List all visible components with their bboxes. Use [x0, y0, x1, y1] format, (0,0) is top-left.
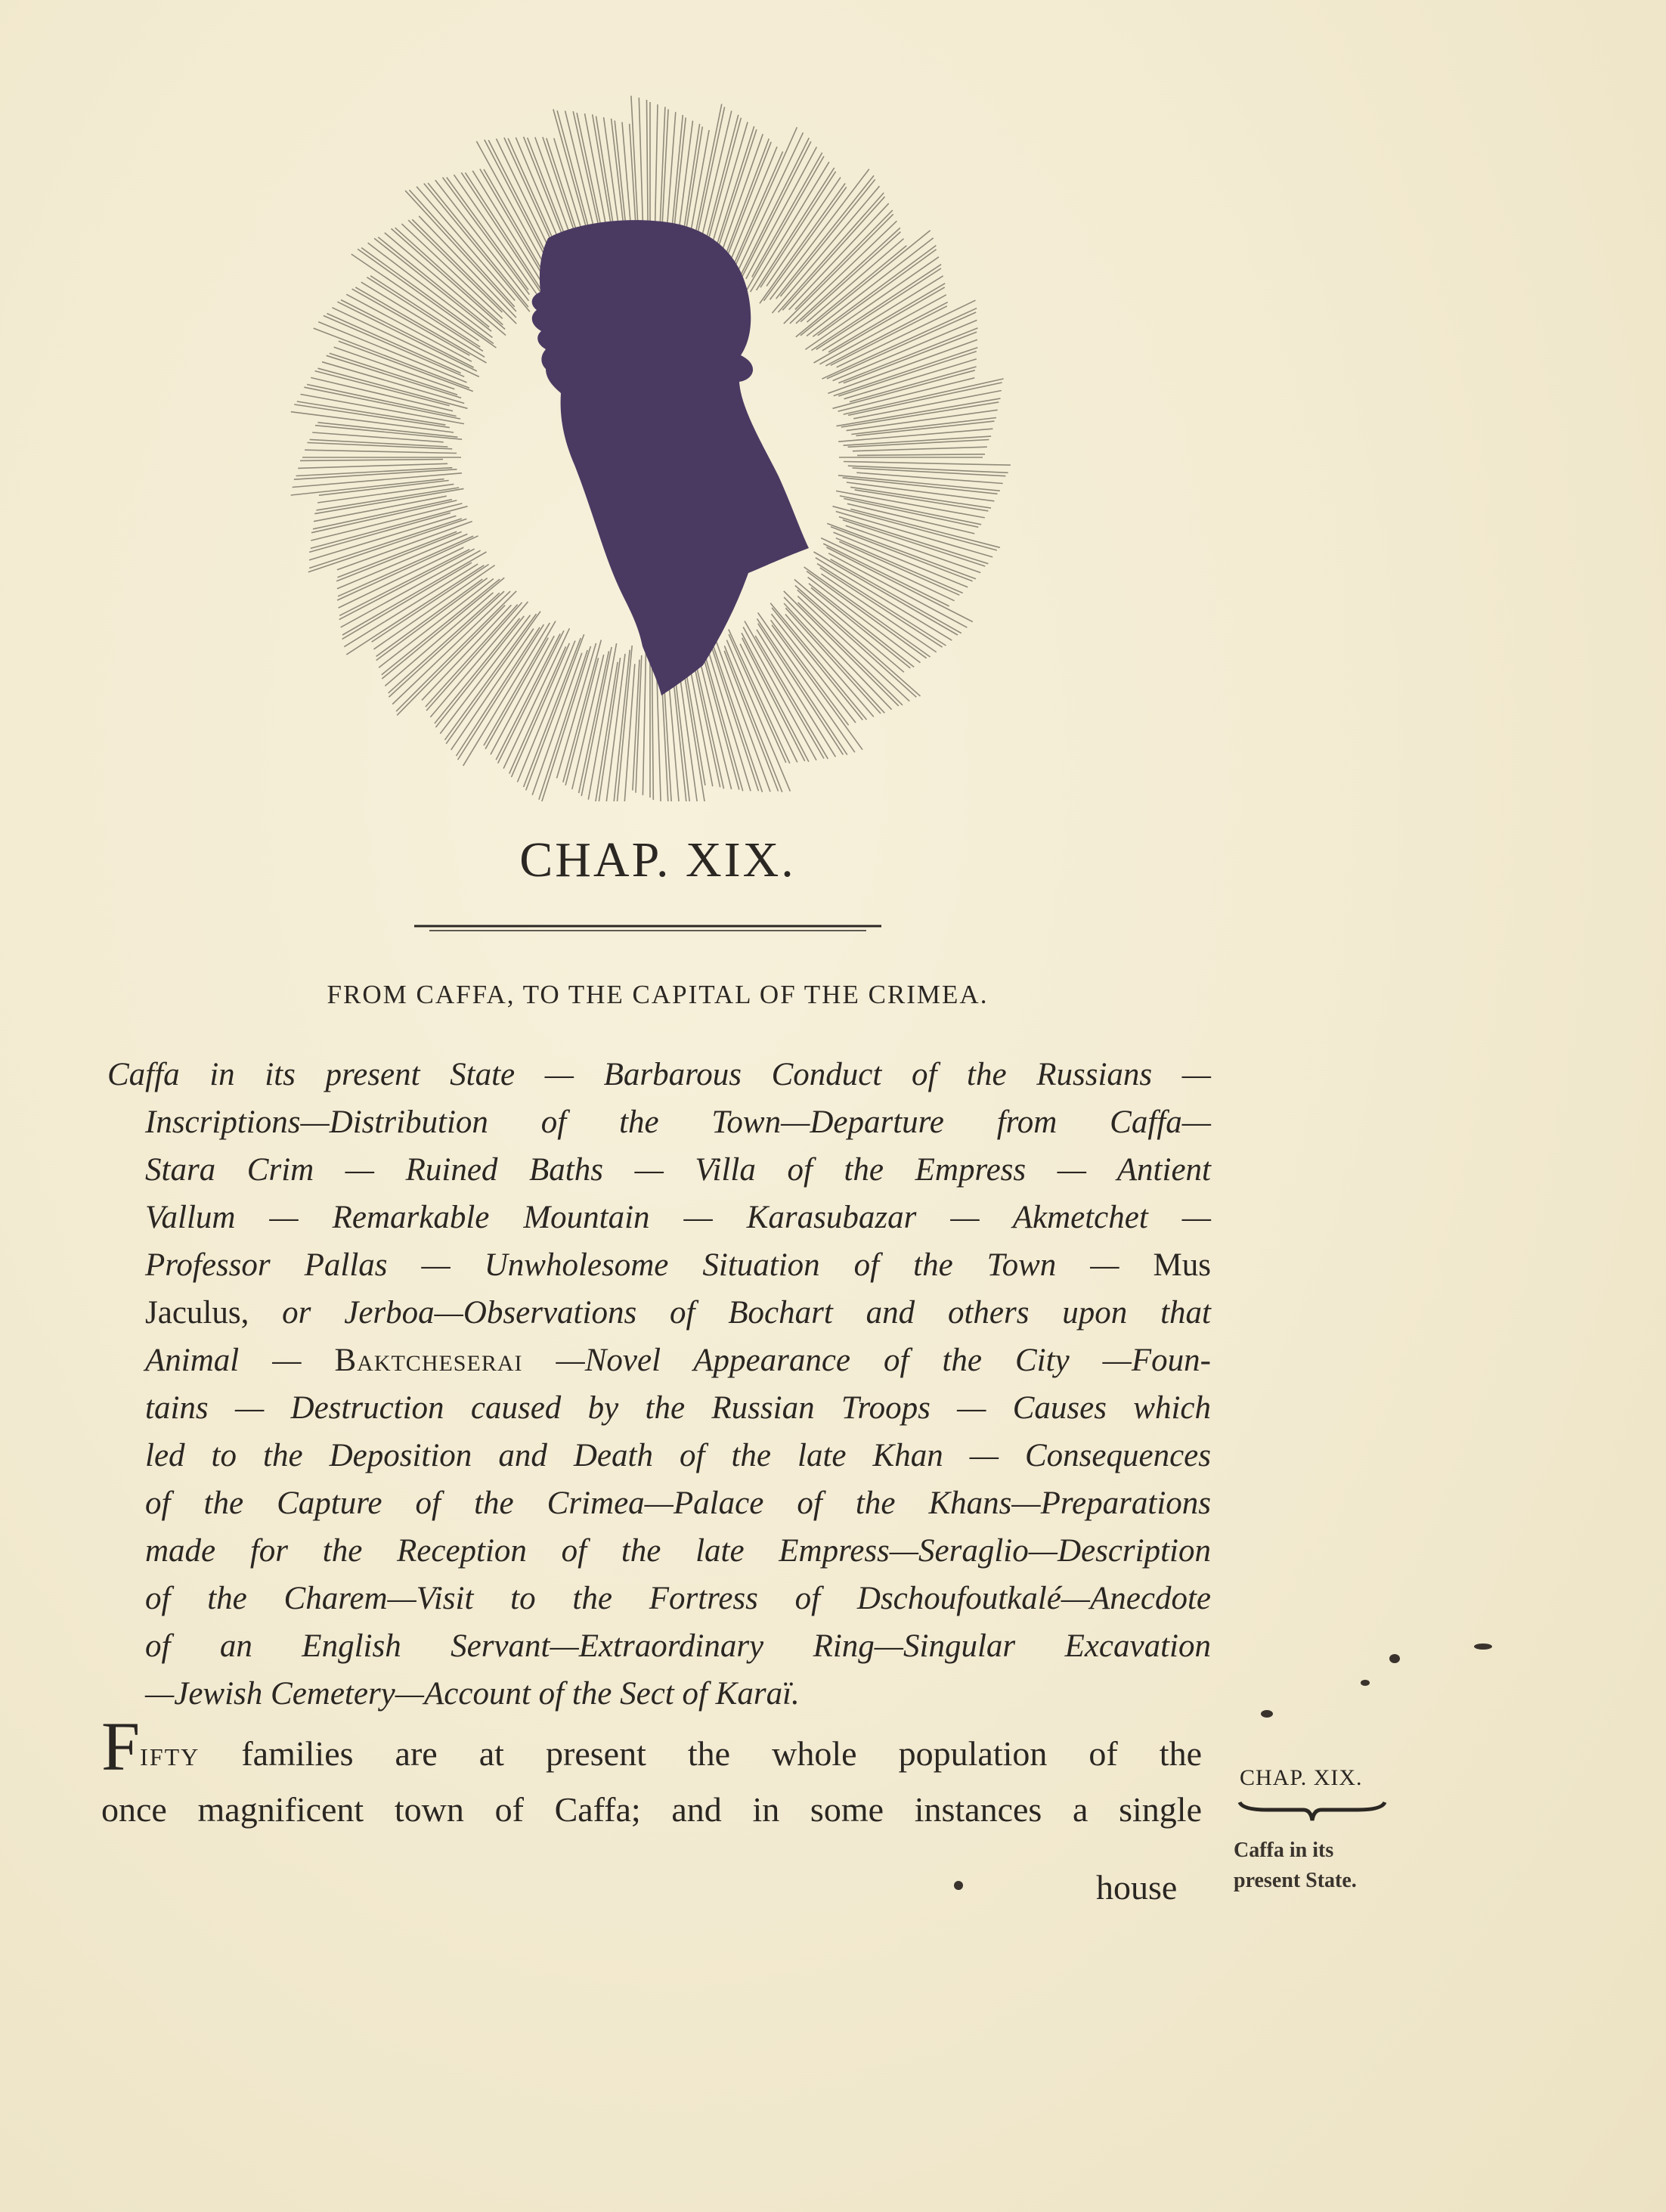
sunburst-ray [346, 565, 484, 655]
sunburst-ray [309, 519, 462, 568]
sunburst-ray [837, 300, 976, 367]
sunburst-ray [327, 314, 461, 373]
sunburst-ray [856, 421, 995, 435]
sunburst-ray [596, 662, 618, 801]
contents-text: Professor Pallas — Unwholesome Situation of the Town — [145, 1247, 1154, 1283]
sunburst-ray [831, 559, 962, 634]
sunburst-ray [315, 426, 462, 440]
sunburst-ray [337, 534, 467, 588]
sunburst-ray [827, 312, 976, 379]
chapter-title: CHAP. XIX. [519, 832, 796, 888]
sunburst-ray [844, 462, 1011, 466]
sunburst-ray [572, 655, 604, 789]
contents-line: of an English Servant—Extraordinary Ring—Singular Excavation [145, 1628, 1211, 1664]
sunburst-ray [311, 503, 462, 541]
sunburst-ray [729, 629, 790, 763]
sunburst-ray [784, 597, 892, 710]
sunburst-ray [848, 383, 1002, 415]
sunburst-ray [825, 302, 947, 366]
sunburst-ray [294, 404, 450, 428]
contents-text: or Jerboa—Observations of Bochart and others upon that [282, 1295, 1211, 1331]
body-text: families are at present the whole population of the [200, 1734, 1202, 1773]
drop-cap: F [101, 1708, 141, 1785]
sunburst-ray [800, 231, 931, 336]
sunburst-ray [846, 525, 981, 572]
sunburst-ray [305, 450, 457, 453]
ink-speck [1261, 1710, 1273, 1718]
sunburst-ray [300, 460, 443, 461]
contents-line: of the Capture of the Crimea—Palace of the Khans—Preparations [145, 1486, 1211, 1521]
sunburst-ray [313, 500, 452, 529]
contents-line: made for the Reception of the late Empress—Seraglio—Description [145, 1533, 1211, 1569]
sunburst-ray [339, 547, 464, 608]
sunburst-ray [512, 643, 570, 777]
sunburst-ray [396, 591, 516, 711]
sunburst-ray [298, 463, 447, 468]
sunburst-ray [457, 627, 540, 756]
contents-text: —Novel Appearance of the City —Foun- [522, 1343, 1211, 1378]
sunburst-ray [857, 454, 985, 456]
contents-line: Vallum — Remarkable Mountain — Karasubazar — Akmetchet — [145, 1200, 1211, 1235]
sunburst-ray [855, 490, 989, 511]
sunburst-ray [643, 651, 646, 795]
catchword: house [1096, 1868, 1178, 1907]
margin-chapter: CHAP. XIX. [1240, 1765, 1363, 1790]
sunburst-ray [498, 630, 564, 764]
contents-line: Stara Crim — Ruined Baths — Villa of the Empress — Antient [145, 1152, 1211, 1188]
body-line [101, 1708, 1202, 1785]
sunburst-ray [581, 647, 612, 796]
chapter-subtitle: FROM CAFFA, TO THE CAPITAL OF THE CRIMEA. [327, 980, 989, 1009]
sunburst-ray [785, 615, 874, 717]
body-paragraph [101, 1708, 1202, 1839]
sunburst-ray [826, 547, 972, 622]
contents-line: —Jewish Cemetery—Account of the Sect of Karaï. [145, 1676, 800, 1712]
sunburst-ray [844, 359, 977, 399]
ink-speck [1389, 1654, 1400, 1663]
sunburst-ray [773, 186, 880, 313]
contents-line: led to the Deposition and Death of the late Khan — Consequences [145, 1438, 1211, 1473]
title-rule [414, 921, 881, 936]
sunburst-ray [463, 623, 550, 766]
sunburst-ray [834, 532, 968, 587]
silhouette-vignette [249, 83, 1058, 801]
contents-line: Caffa in its present State — Barbarous Conduct of the Russians — [107, 1057, 1211, 1092]
contents-line [107, 1289, 1211, 1337]
sunburst-ray [840, 496, 981, 525]
sunburst-ray [314, 328, 469, 388]
sunburst-ray [337, 302, 476, 371]
ink-speck [954, 1881, 963, 1890]
contents-line [107, 1337, 1211, 1384]
sunburst-ray [771, 620, 849, 725]
contents-roman: Jaculus, [145, 1295, 283, 1331]
sunburst-ray [539, 650, 587, 800]
sunburst-ray [524, 638, 581, 787]
margin-note-line: present State. [1234, 1869, 1357, 1892]
sunburst-ray [652, 665, 654, 800]
contents-line: of the Charem—Visit to the Fortress of Dschoufoutkalé—Anecdote [145, 1581, 1211, 1616]
contents-line [107, 1241, 1211, 1289]
margin-note [1234, 1836, 1357, 1896]
sunburst-ray [853, 447, 987, 451]
margin-brace [1237, 1798, 1388, 1828]
sunburst-ray [392, 591, 510, 704]
contents-smallcaps: Baktcheserai [334, 1343, 523, 1378]
sunburst-ray [809, 584, 914, 668]
ink-speck [1474, 1644, 1492, 1650]
sunburst-ray [740, 644, 797, 763]
body-line: once magnificent town of Caffa; and in some instances a single [101, 1790, 1202, 1829]
contents-line: tains — Destruction caused by the Russian Troops — Causes which [145, 1390, 1211, 1426]
contents-text: Animal — [145, 1343, 335, 1378]
ink-speck [1361, 1680, 1370, 1686]
sunburst-ray [850, 509, 1000, 547]
sunburst-ray [412, 219, 516, 324]
sunburst-ray [731, 132, 804, 286]
contents-line: Inscriptions—Distribution of the Town—Departure from Caffa— [145, 1104, 1211, 1140]
sunburst-ray [422, 605, 511, 700]
sunburst-ray [797, 590, 917, 697]
profile-silhouette [532, 220, 809, 696]
sunburst-ray [541, 646, 590, 801]
body-first-word: ifty [140, 1734, 200, 1773]
contents-roman: Mus [1153, 1247, 1211, 1283]
margin-note-line: Caffa in its [1234, 1839, 1334, 1862]
chapter-contents [107, 1051, 1211, 1718]
sunburst-ray [304, 387, 460, 419]
